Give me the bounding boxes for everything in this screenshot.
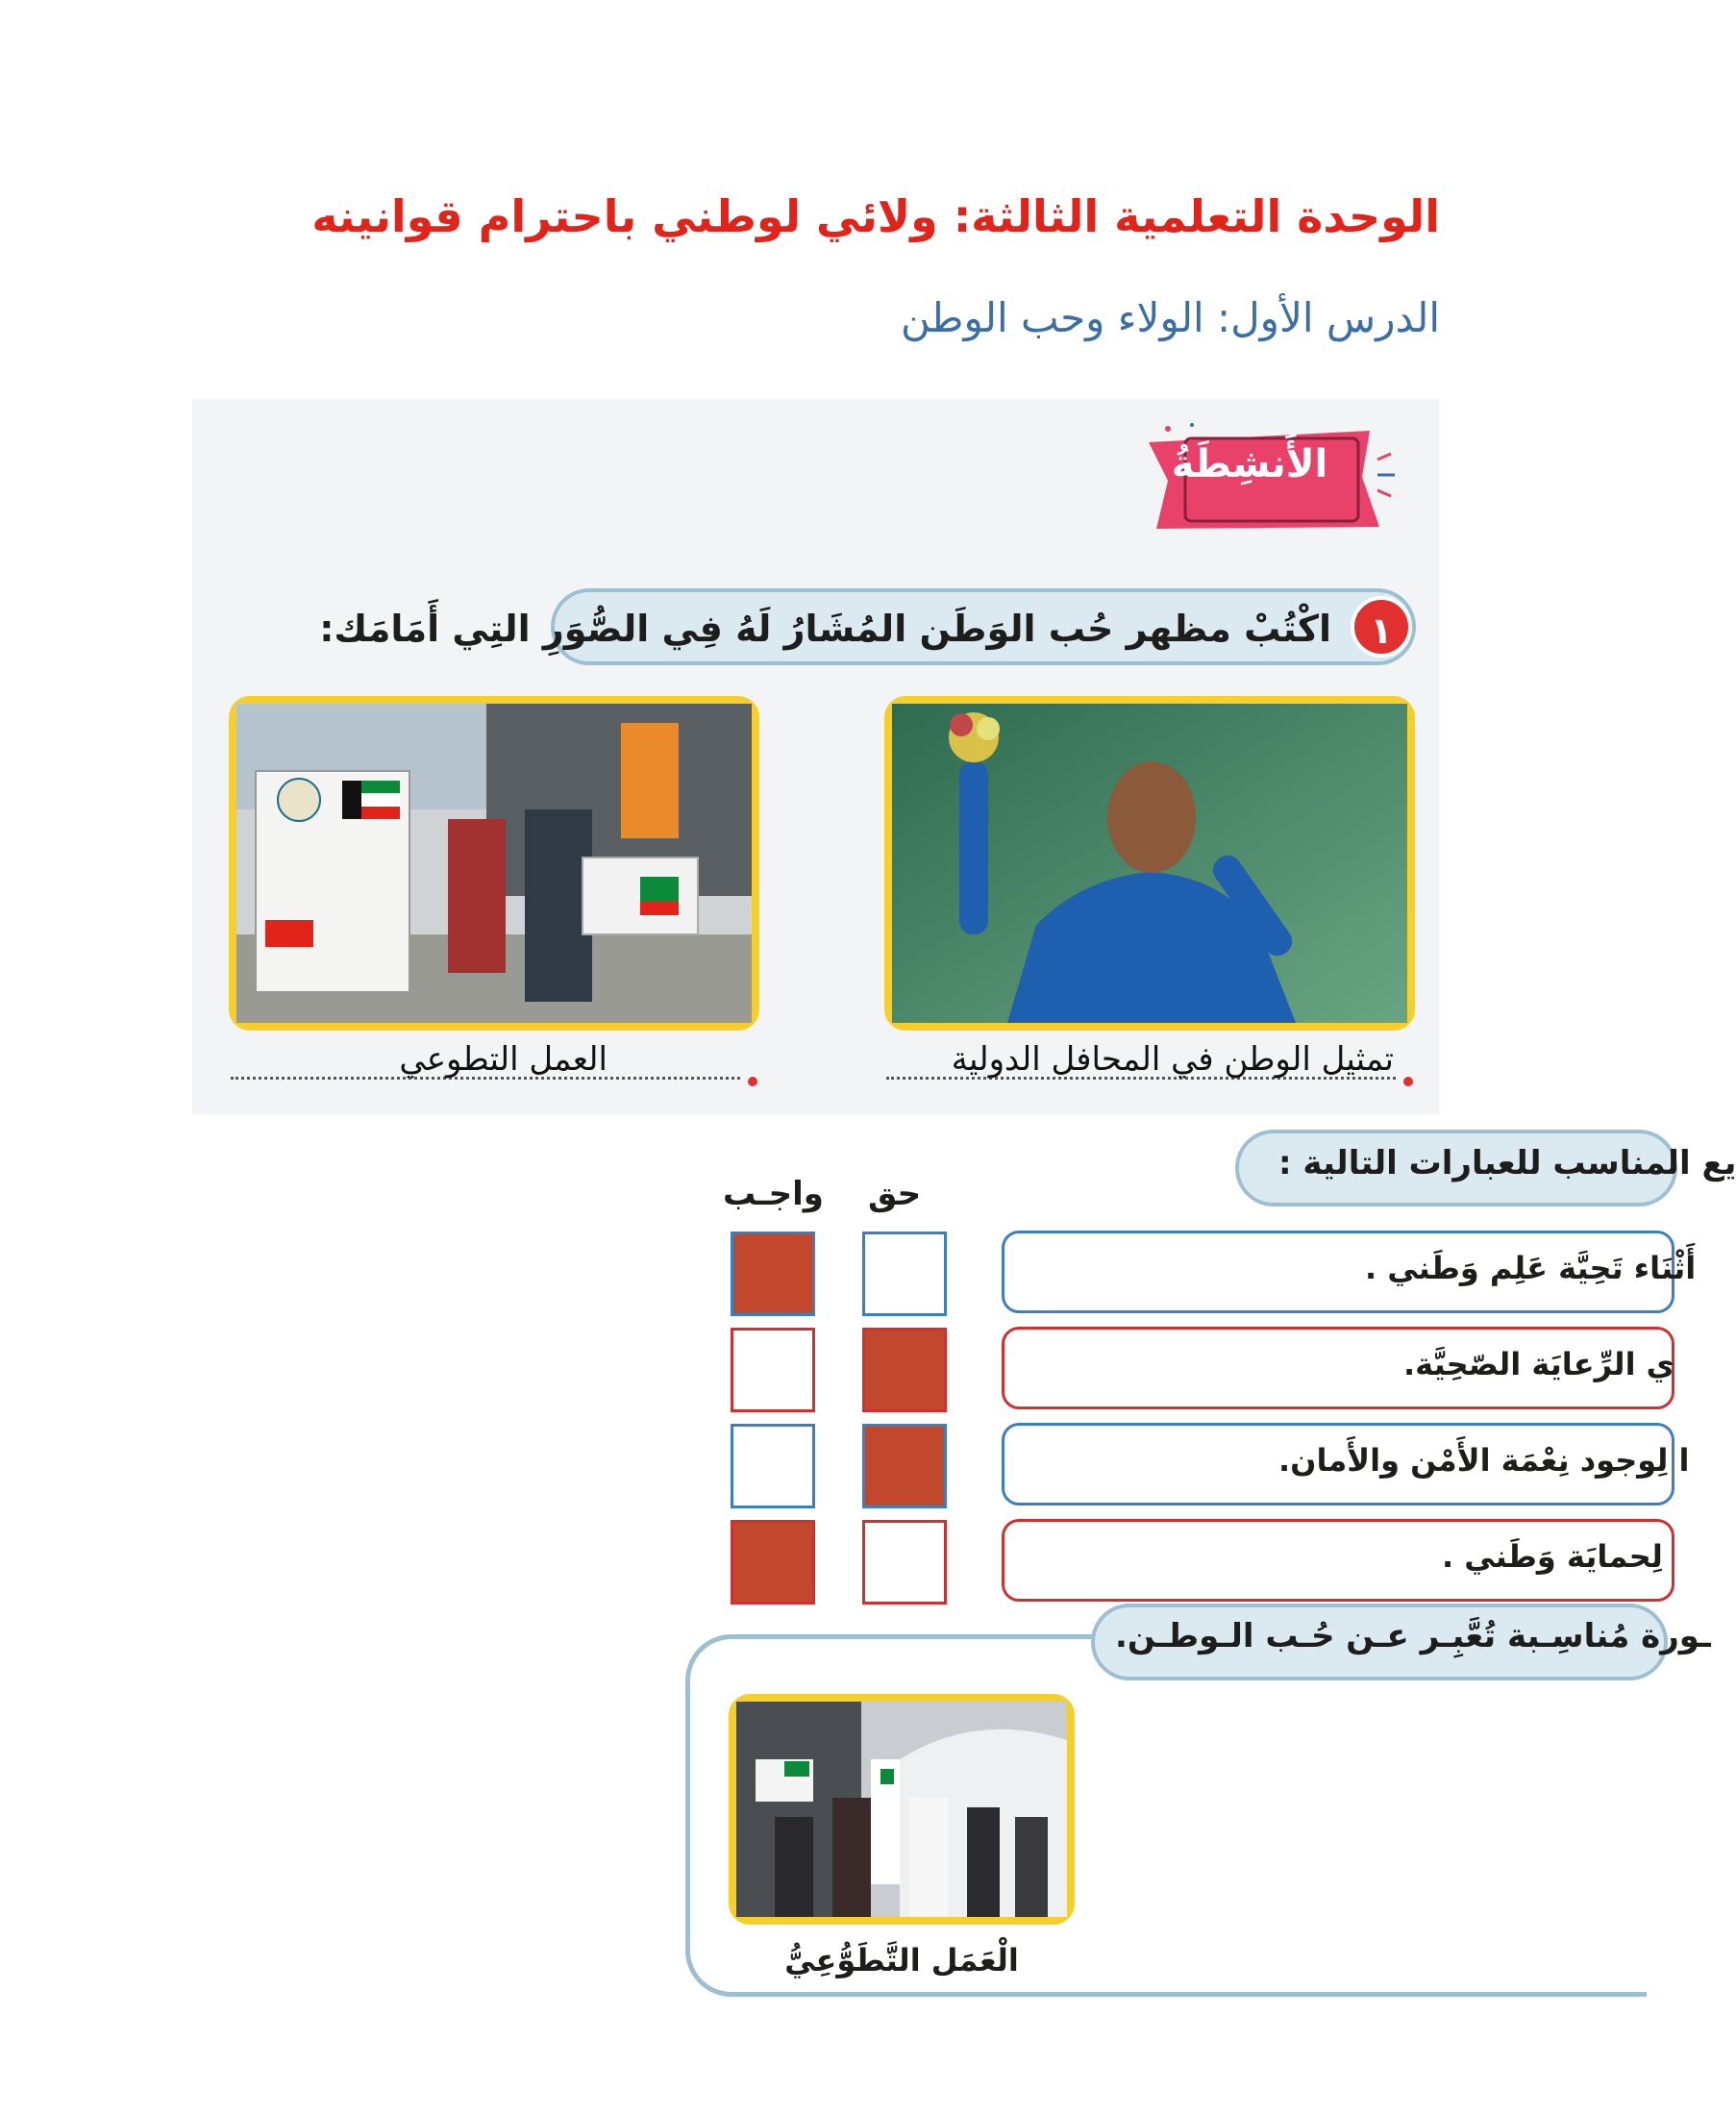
duty-checkbox-3[interactable] — [731, 1424, 815, 1508]
duty-checkbox-4[interactable] — [731, 1520, 815, 1605]
athlete-photo — [884, 696, 1415, 1031]
answer1-text: تمثيل الوطن في المحافل الدولية — [951, 1040, 1394, 1079]
statement-4-text: لِحمايَة وَطَني . — [1442, 1538, 1663, 1575]
answer1-bullet — [1403, 1077, 1413, 1086]
answer2-bullet — [748, 1077, 757, 1086]
activities-label: الأَنشِطَةُ — [1171, 442, 1328, 486]
question3-prompt: ـورة مُناسِـبة تُعَّبِـر عـن حُـب الـوطـن. — [1115, 1617, 1711, 1655]
question1-prompt: اكْتُبْ مظهر حُب الوَطَن المُشَارُ لَهُ فِي الصُّوَرِ التِي أَمَامَك: — [319, 608, 1331, 650]
duty-checkbox-2[interactable] — [731, 1328, 815, 1412]
right-checkbox-2[interactable] — [862, 1328, 947, 1412]
volunteers-photo — [729, 1694, 1075, 1925]
statement-2-text: ي الرِّعايَة الصّحِيَّة. — [1403, 1346, 1674, 1382]
question1-number: ١ — [1351, 596, 1412, 658]
column-header-right: حق — [868, 1175, 922, 1213]
right-checkbox-1[interactable] — [862, 1232, 947, 1316]
volunteers-caption: الْعَمَل التَّطَوُّعِيُّ — [784, 1942, 1019, 1978]
answer2-text: العمل التطوعي — [399, 1040, 608, 1079]
lesson-title: الدرس الأول: الولاء وحب الوطن — [901, 294, 1440, 341]
statement-3-text: ا لِوجود نِعْمَة الأَمْن والأَمان. — [1278, 1442, 1690, 1479]
column-header-duty: واجـب — [723, 1175, 824, 1213]
aid-distribution-photo — [229, 696, 759, 1031]
right-checkbox-3[interactable] — [862, 1424, 947, 1508]
question2-prompt: يع المناسب للعبارات التالية : — [1278, 1144, 1736, 1182]
unit-title: الوحدة التعلمية الثالثة: ولائي لوطني باحترام قوانينه — [311, 190, 1440, 242]
right-checkbox-4[interactable] — [862, 1520, 947, 1605]
duty-checkbox-1[interactable] — [731, 1232, 815, 1316]
statement-1-text: أَثْنَاء تَحِيَّة عَلِم وَطَني . — [1365, 1250, 1697, 1286]
